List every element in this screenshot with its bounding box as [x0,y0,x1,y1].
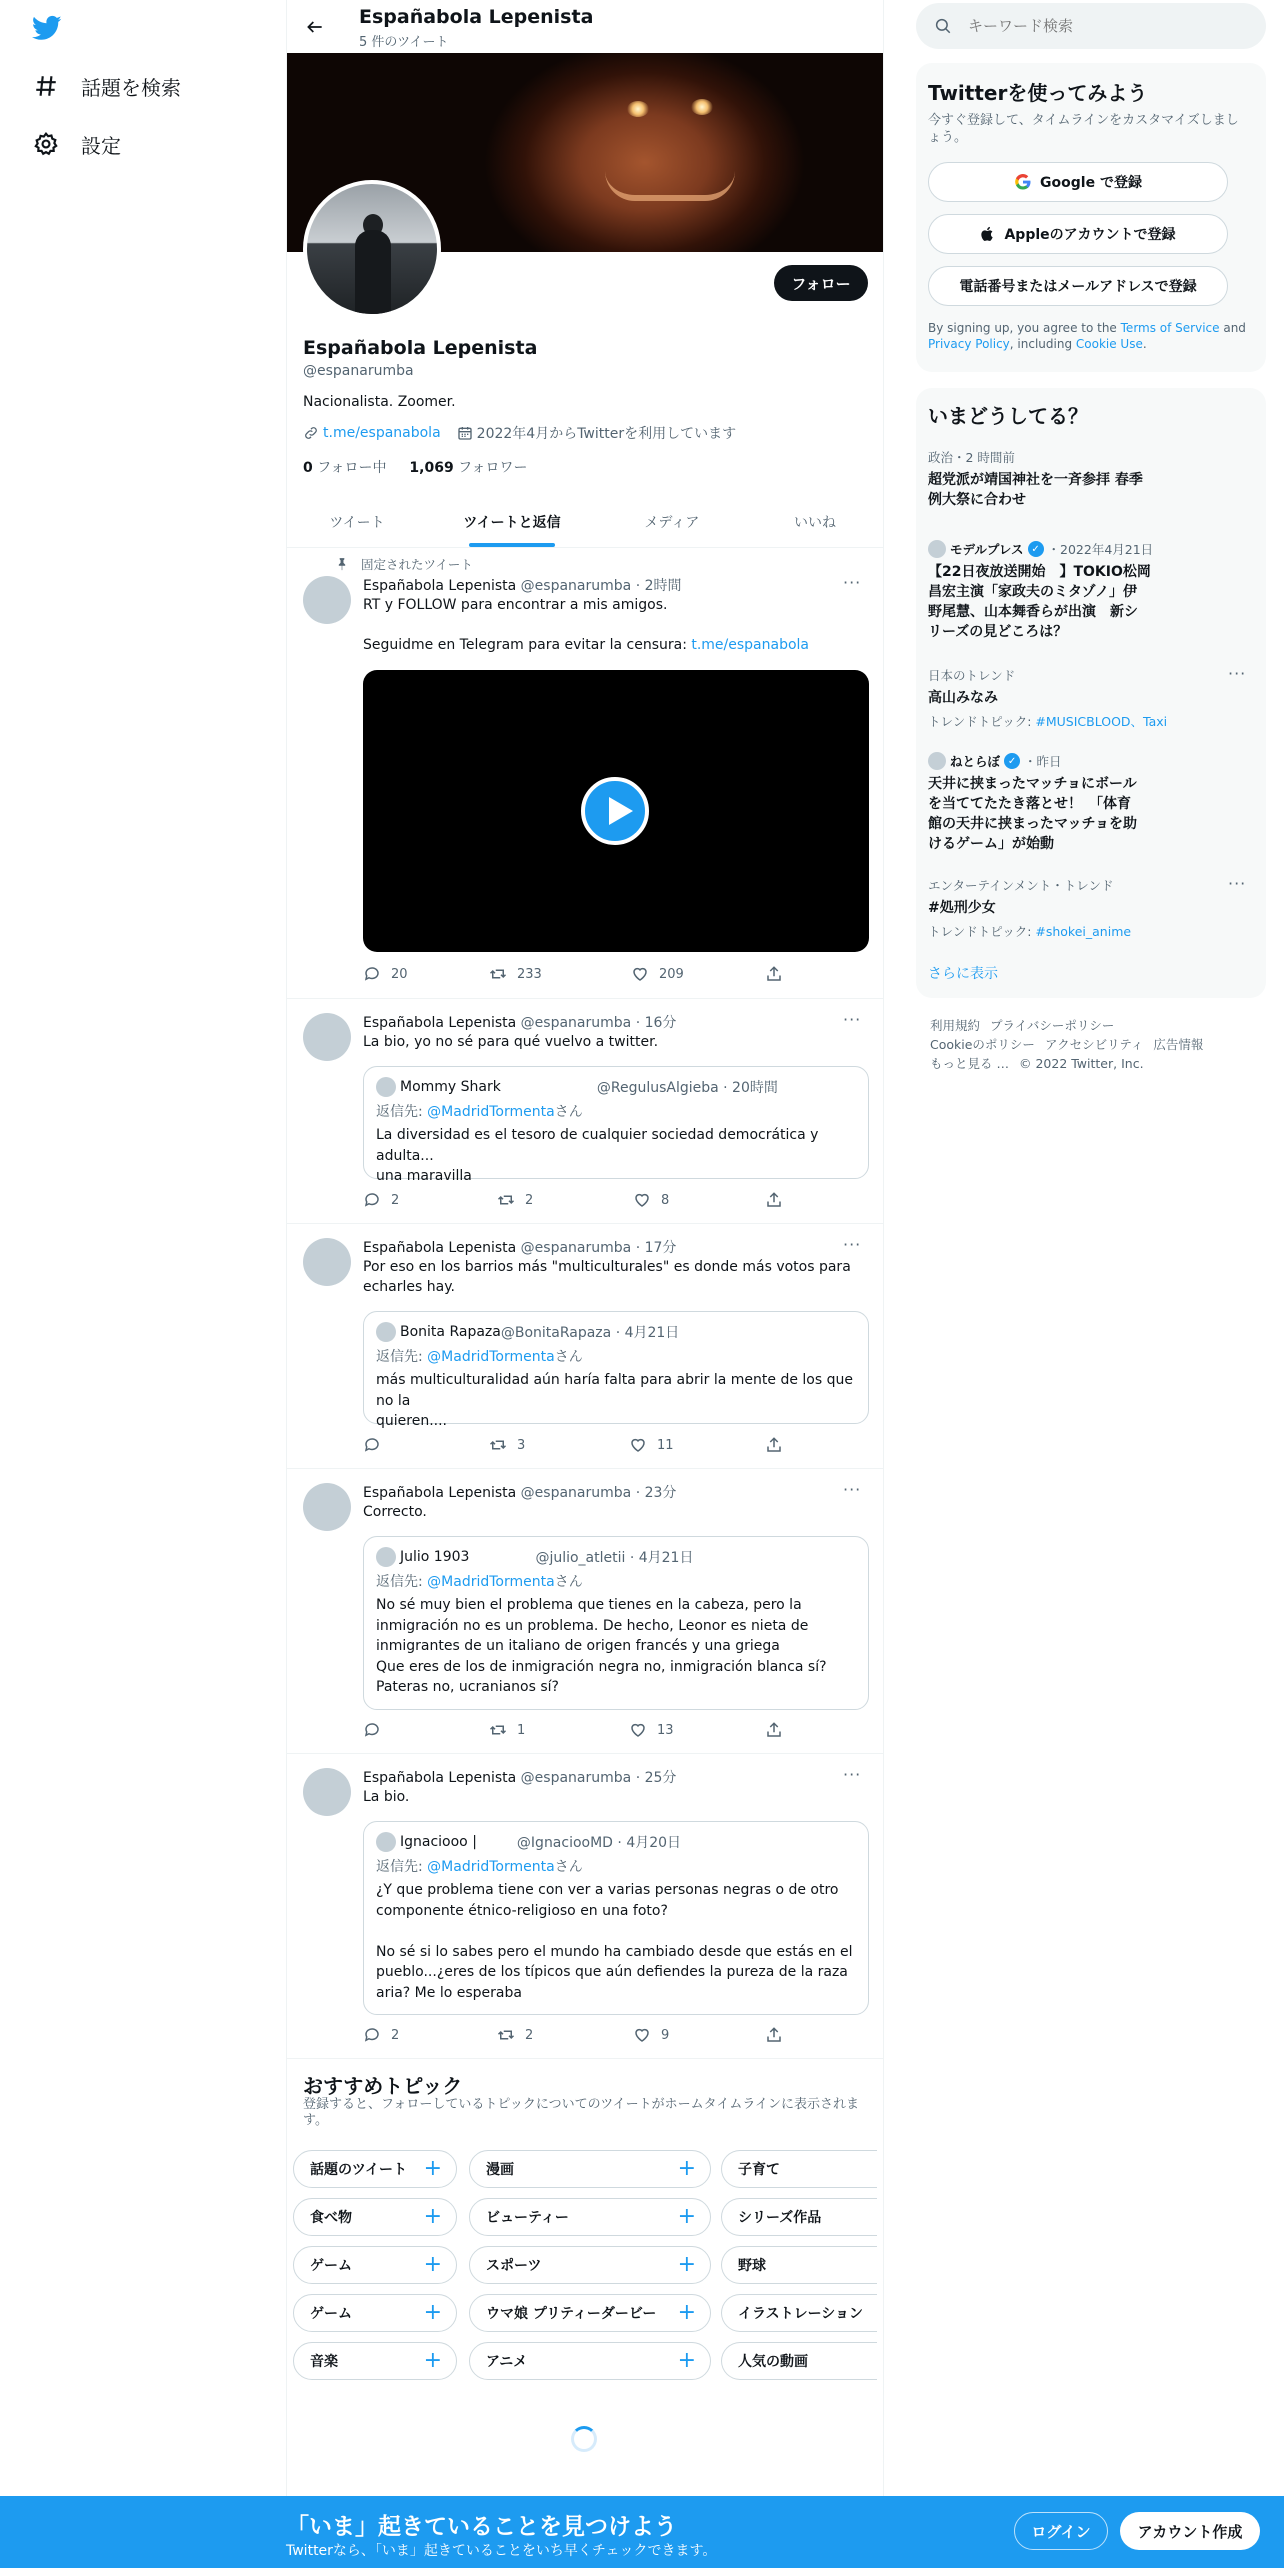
like-count: 209 [659,966,684,982]
trend-more-icon[interactable]: ··· [1228,664,1247,683]
profile-header-bar [287,0,883,53]
trends-title: いまどうしてる？ [928,404,1088,428]
trend-title: 【22日夜放送開始 】TOKIO松岡 昌宏主演「家政夫のミタゾノ」伊 野尾慧、山本舞香らが出演 新シ リーズの見どころは？ [928,564,1151,640]
quote-text: No sé muy bien el problema que tienes en la cabeza, pero la inmigración no es un problema. De hecho, Leonor es nieta de inmigrantes de un italiano de origen francés y una griega Que eres de los de inmigración negra no, inmigración blanca sí? Pateras no, ucranianos sí? [376,1597,827,1695]
apple-signup-button[interactable] [928,214,1228,254]
topic-chip-label: 野球 [738,2258,766,2274]
copyright: © 2022 Twitter, Inc. [1018,1056,1144,1071]
tweet-link[interactable]: t.me/espanabola [691,637,810,653]
header-tweet-count: 5 件のツイート [359,35,449,50]
quote-author-name: Mommy Shark [400,1079,501,1095]
retweet-count: 2 [525,2027,534,2043]
like-button[interactable] [629,1721,674,1739]
profile-website-link[interactable]: t.me/espanabola [323,425,441,441]
tweet-actions [363,2026,863,2046]
signup-card-subtitle: 今すぐ登録して、タイムラインをカスタマイズしましょう。 [928,113,1239,145]
banner-detail [691,99,713,115]
play-icon[interactable] [581,777,649,845]
trend-item[interactable] [928,876,1254,940]
loading-spinner-icon [571,2426,597,2452]
retweet-icon [489,1721,507,1739]
terms-text: and [1219,321,1246,335]
topic-chip-label: 漫画 [486,2162,514,2178]
reply-to-suffix: さん [554,1859,583,1875]
topic-chip-label: 音楽 [310,2354,338,2370]
like-count: 11 [657,1437,674,1453]
share-button[interactable] [765,1436,783,1454]
share-icon [765,1721,783,1739]
source-avatar [928,540,946,558]
signup-card [916,63,1266,372]
source-avatar [928,752,946,770]
more-options-icon[interactable]: ··· [843,1480,862,1499]
topic-chip[interactable] [469,2342,711,2380]
plus-icon[interactable]: + [423,2156,442,2181]
topic-chip[interactable] [469,2294,711,2332]
retweet-icon [489,965,507,983]
nav-settings-label: 設定 [81,133,121,158]
reply-icon [363,2026,381,2044]
quote-meta: @IgnaciooMD · 4月20日 [516,1835,682,1851]
followers-link[interactable] [409,460,527,476]
retweet-count: 233 [517,966,542,982]
topic-chip-label: ビューティー [486,2210,569,2226]
profile-column [286,0,884,2568]
footer-links [930,1016,1250,1073]
tweet-avatar[interactable] [303,1238,351,1286]
reply-button[interactable] [363,965,408,983]
reply-to-handle[interactable]: @MadridTormenta [427,1104,555,1120]
trend-time: ・昨日 [1024,754,1062,769]
phone-email-signup-button[interactable]: 電話番号またはメールアドレスで登録 [928,266,1228,306]
quote-text: La diversidad es el tesoro de cualquier sociedad democrática y adulta... una maravilla [376,1127,819,1184]
trend-item[interactable] [928,540,1254,642]
topic-chip-label: 人気の動画 [738,2354,808,2370]
share-icon [765,1191,783,1209]
quote-avatar [376,1547,396,1567]
tweet-text: La bio, yo no sé para qué vuelvo a twitter. [363,1034,659,1050]
profile-stats [303,457,527,477]
tweet-author-name[interactable]: Españabola Lepenista [363,1770,517,1786]
plus-icon[interactable]: + [677,2252,696,2277]
topic-chip[interactable] [721,2342,877,2380]
more-options-icon[interactable]: ··· [843,1235,862,1254]
tweet-avatar[interactable] [303,576,351,624]
footer-link[interactable]: Cookieのポリシー [930,1037,1035,1052]
topic-chip-label: イラストレーション [738,2306,864,2322]
profile-avatar[interactable] [303,180,441,318]
topic-chip-label: アニメ [486,2354,528,2370]
retweet-icon [497,2026,515,2044]
footer-link[interactable]: アクセシビリティ [1044,1037,1144,1052]
topic-chip[interactable] [293,2150,457,2188]
tweet-header [363,1482,676,1502]
topic-chip[interactable] [293,2198,457,2236]
tweet-text: Por eso en los barrios más "multiculturales" es donde más votos para echarles hay. [363,1259,851,1295]
reply-to-suffix: さん [554,1104,583,1120]
plus-icon[interactable]: + [423,2252,442,2277]
tweet-meta: @espanarumba · 2時間 [516,578,682,594]
footer-link[interactable]: もっと見る … [930,1056,1009,1071]
reply-icon [363,1721,381,1739]
retweet-button[interactable] [497,2026,533,2044]
tweet-avatar[interactable] [303,1013,351,1061]
tweet-text: La bio. [363,1789,410,1805]
reply-count: 20 [391,966,408,982]
tweet-text-body: RT y FOLLOW para encontrar a mis amigos. Seguidme en Telegram para evitar la censura: [363,597,687,653]
following-label: フォロー中 [312,460,387,476]
heart-icon [633,2026,651,2044]
hashtag-icon [33,73,59,99]
quote-reply-to [376,1346,583,1366]
tweet-author-name[interactable]: Españabola Lepenista [363,1485,517,1501]
footer-link[interactable]: 広告情報 [1153,1037,1204,1052]
trend-title: 天井に挟まったマッチョにボール を当ててたたき落とせ！ 「体育 館の天井に挟まったマッチョを助 けるゲーム」が始動 [928,776,1138,852]
trend-topic-label: トレンドトピック: [928,714,1036,729]
reply-count: 2 [391,2027,400,2043]
reply-to-label: 返信先: [376,1859,428,1875]
trend-source: ねとらぼ [950,754,1001,769]
reply-button[interactable] [363,1436,391,1454]
trend-topic-links[interactable]: #shokei_anime [1035,924,1132,939]
trend-meta [928,540,1254,558]
tweet-header [363,575,682,595]
search-input[interactable] [968,3,1248,49]
signup-terms [928,320,1254,352]
share-icon [765,1436,783,1454]
trend-topics [928,712,1254,730]
retweet-button[interactable] [497,1191,533,1209]
reply-to-label: 返信先: [376,1104,428,1120]
heart-icon [631,965,649,983]
tab-tweets[interactable]: ツイート [329,515,385,531]
trend-meta: 日本のトレンド [928,668,1016,683]
trend-more-icon[interactable]: ··· [1228,874,1247,893]
reply-icon [363,1191,381,1209]
tweet[interactable] [287,1469,883,1754]
share-button[interactable] [765,1191,783,1209]
nav-settings[interactable] [33,122,121,166]
quote-meta: @BonitaRapaza · 4月21日 [500,1325,680,1341]
trend-item[interactable] [928,448,1254,510]
google-signup-button[interactable] [928,162,1228,202]
terms-text: By signing up, you agree to the [928,321,1121,335]
plus-icon[interactable]: + [423,2300,442,2325]
retweet-count: 3 [517,1437,526,1453]
tweet-author-name[interactable]: Españabola Lepenista [363,578,517,594]
quote-header [376,1547,693,1567]
trend-topic-label: トレンドトピック: [928,924,1036,939]
trend-topics [928,922,1254,940]
plus-icon[interactable]: + [677,2300,696,2325]
quote-avatar [376,1832,396,1852]
tweet[interactable] [287,549,883,999]
quote-avatar [376,1077,396,1097]
tweet-meta: @espanarumba · 23分 [516,1485,677,1501]
terms-text: . [1142,337,1147,351]
quote-meta: @RegulusAlgieba · 20時間 [596,1080,778,1096]
quoted-tweet[interactable] [363,1311,869,1429]
banner-detail [605,171,735,201]
profile-name: Españabola Lepenista [303,337,538,359]
active-tab-indicator [469,543,555,547]
verified-badge-icon: ✓ [1028,541,1044,557]
reply-button[interactable] [363,1191,399,1209]
topic-chip[interactable] [721,2150,877,2188]
more-options-icon[interactable]: ··· [843,1010,862,1029]
topic-chip-label: スポーツ [486,2258,542,2274]
google-signup-label: Google で登録 [1040,175,1142,191]
tweet-video[interactable] [363,670,869,952]
retweet-icon [489,1436,507,1454]
tweet-header [363,1237,676,1257]
topic-chip[interactable] [293,2342,457,2380]
topic-chip[interactable] [469,2150,711,2188]
share-icon [765,2026,783,2044]
pinned-indicator [335,555,473,573]
trend-title: #処刑少女 [928,900,996,916]
like-count: 8 [661,1192,670,1208]
nav-explore[interactable] [33,64,181,108]
tweet-author-name[interactable]: Españabola Lepenista [363,1240,517,1256]
quote-author-name: Ignaciooo | [400,1834,477,1850]
like-count: 13 [657,1722,674,1738]
reply-to-suffix: さん [554,1349,583,1365]
reply-to-handle[interactable]: @MadridTormenta [427,1349,555,1365]
trend-topic-links[interactable]: #MUSICBLOOD、Taxi [1035,714,1168,729]
tab-media[interactable]: メディア [644,515,700,531]
quote-text: ¿Y que problema tiene con ver a varias personas negras o de otro componente étnico-religioso en una foto? No sé si lo sabes pero el mundo ha cambiado desde que estás en el pueblo...¿eres de los típicos que aún defiendes la pureza de la raza aria? Me lo esperaba [376,1882,853,2001]
trend-title: 高山みなみ [928,690,998,706]
topic-chip[interactable] [469,2246,711,2284]
followers-label: フォロワー [453,460,528,476]
show-more-link[interactable]: さらに表示 [928,966,998,982]
topic-chip-label: 話題のツイート [310,2162,408,2178]
avatar-detail [355,230,391,318]
plus-icon[interactable]: + [677,2156,696,2181]
left-nav [0,0,286,2568]
tweet-actions [363,965,863,985]
like-button[interactable] [631,965,684,983]
reply-to-label: 返信先: [376,1349,428,1365]
tweet[interactable] [287,1754,883,2059]
quote-author-name: Julio 1903 [400,1549,470,1565]
quote-reply-to [376,1856,583,1876]
apple-icon [980,226,996,242]
login-prompt-title: 「いま」起きていることを見つけよう [286,2514,677,2540]
cookie-use-link[interactable]: Cookie Use [1075,337,1143,351]
profile-bio: Nacionalista. Zoomer. [303,394,456,410]
trend-time: ・2022年4月21日 [1047,542,1154,557]
quote-header [376,1322,679,1342]
quoted-tweet[interactable] [363,1066,869,1184]
topic-chip-label: ウマ娘 プリティーダービー [486,2306,657,2322]
following-count: 0 [303,460,313,476]
reply-icon [363,965,381,983]
tweet-text [363,595,863,655]
trend-source: モデルプレス [950,542,1024,557]
share-button[interactable] [765,965,783,983]
like-button[interactable] [633,1191,669,1209]
profile-handle: @espanarumba [303,363,414,379]
more-options-icon[interactable]: ··· [843,1765,862,1784]
plus-icon[interactable]: + [423,2204,442,2229]
gear-icon [33,131,59,157]
tab-likes[interactable]: いいね [794,515,836,531]
topic-chip[interactable] [469,2198,711,2236]
tweet-meta: @espanarumba · 16分 [516,1015,677,1031]
quoted-tweet[interactable] [363,1821,869,2015]
following-link[interactable] [303,460,387,476]
like-button[interactable] [629,1436,674,1454]
follow-button[interactable]: フォロー [774,265,868,301]
more-options-icon[interactable]: ··· [843,573,862,592]
quote-reply-to [376,1101,583,1121]
trend-meta: 政治・2 時間前 [928,450,1015,465]
tweet-header [363,1012,676,1032]
topic-chip[interactable] [293,2246,457,2284]
retweet-icon [497,1191,515,1209]
retweet-button[interactable] [489,965,542,983]
back-button[interactable] [297,9,333,45]
reply-to-label: 返信先: [376,1574,428,1590]
topic-chip-label: ゲーム [310,2306,352,2322]
quoted-tweet[interactable] [363,1536,869,1710]
terms-of-service-link[interactable]: Terms of Service [1120,321,1220,335]
search-box[interactable] [916,3,1266,49]
retweet-count: 2 [525,1192,534,1208]
followers-count: 1,069 [409,460,454,476]
google-icon [1014,173,1032,191]
twitter-logo-icon[interactable] [30,13,64,43]
trend-meta: エンターテインメント・トレンド [928,878,1114,893]
pinned-label: 固定されたツイート [361,557,473,572]
plus-icon[interactable]: + [677,2204,696,2229]
signup-card-title: Twitterを使ってみよう [928,81,1148,105]
reply-to-suffix: さん [554,1574,583,1590]
reply-to-handle[interactable]: @MadridTormenta [427,1574,555,1590]
tweet-header [363,1767,676,1787]
quote-reply-to [376,1571,583,1591]
trends-card [916,388,1266,998]
topic-chip-label: ゲーム [310,2258,352,2274]
like-button[interactable] [633,2026,669,2044]
share-icon [765,965,783,983]
apple-signup-label: Appleのアカウントで登録 [1004,227,1176,243]
topic-chip-label: シリーズ作品 [738,2210,822,2226]
signup-button[interactable]: アカウント作成 [1120,2512,1260,2550]
trend-item[interactable] [928,666,1254,730]
heart-icon [633,1191,651,1209]
tweet-author-name[interactable]: Españabola Lepenista [363,1015,517,1031]
privacy-policy-link[interactable]: Privacy Policy [928,337,1010,351]
retweet-button[interactable] [489,1436,525,1454]
nav-explore-label: 話題を検索 [81,75,181,100]
profile-meta [303,423,736,443]
verified-badge-icon: ✓ [1004,753,1020,769]
heart-icon [629,1436,647,1454]
topic-chip[interactable] [293,2294,457,2332]
profile-tabs [287,496,883,548]
recommended-topics-subtitle: 登録すると、フォローしているトピックについてのツイートがホームタイムラインに表示されます。 [303,2097,860,2128]
login-prompt-subtitle: Twitterなら、「いま」起きていることをいち早くチェックできます。 [286,2543,717,2559]
retweet-count: 1 [517,1722,526,1738]
tweet-actions [363,1191,863,1211]
tab-tweets-replies[interactable]: ツイートと返信 [463,515,561,531]
tweet-meta: @espanarumba · 17分 [516,1240,677,1256]
pin-icon [335,557,349,571]
tweet-text: Correcto. [363,1504,427,1520]
tweet[interactable] [287,1224,883,1469]
tweet-actions [363,1436,863,1456]
topic-chip[interactable] [721,2294,877,2332]
topic-chip-label: 子育て [738,2162,780,2178]
footer-link[interactable]: プライバシーポリシー [990,1018,1115,1033]
banner-detail [627,101,649,117]
tweet-actions [363,1721,863,1741]
link-icon [303,425,319,441]
trend-title: 超党派が靖国神社を一斉参拝 春季 例大祭に合わせ [928,472,1143,508]
arrow-left-icon [305,17,325,37]
profile-join-date: 2022年4月からTwitterを利用しています [476,426,737,442]
plus-icon[interactable]: + [423,2348,442,2373]
quote-header [376,1077,778,1097]
login-button[interactable]: ログイン [1014,2512,1108,2550]
calendar-icon [457,425,473,441]
tweet-avatar[interactable] [303,1768,351,1816]
share-button[interactable] [765,2026,783,2044]
quote-text: más multiculturalidad aún haría falta para abrir la mente de los que no la quieren.... [376,1372,853,1429]
login-prompt-bar [0,2496,1284,2568]
footer-link[interactable]: 利用規約 [930,1018,981,1033]
topic-chip[interactable] [721,2198,877,2236]
reply-count: 2 [391,1192,400,1208]
topic-chip-label: 食べ物 [310,2210,352,2226]
recommended-topics-title: おすすめトピック [303,2074,463,2098]
plus-icon[interactable]: + [677,2348,696,2373]
tweet-avatar[interactable] [303,1483,351,1531]
header-title: Españabola Lepenista [359,6,594,28]
trend-item[interactable] [928,752,1254,854]
tweet[interactable] [287,999,883,1224]
quote-author-name: Bonita Rapaza [400,1324,501,1340]
heart-icon [629,1721,647,1739]
share-button[interactable] [765,1721,783,1739]
reply-to-handle[interactable]: @MadridTormenta [427,1859,555,1875]
quote-meta: @julio_atletii · 4月21日 [535,1550,694,1566]
retweet-button[interactable] [489,1721,525,1739]
reply-button[interactable] [363,1721,391,1739]
tweet-meta: @espanarumba · 25分 [516,1770,677,1786]
trend-meta [928,752,1254,770]
reply-icon [363,1436,381,1454]
topic-chip[interactable] [721,2246,877,2284]
terms-text: , including [1009,337,1076,351]
reply-button[interactable] [363,2026,399,2044]
quote-avatar [376,1322,396,1342]
like-count: 9 [661,2027,670,2043]
quote-header [376,1832,681,1852]
